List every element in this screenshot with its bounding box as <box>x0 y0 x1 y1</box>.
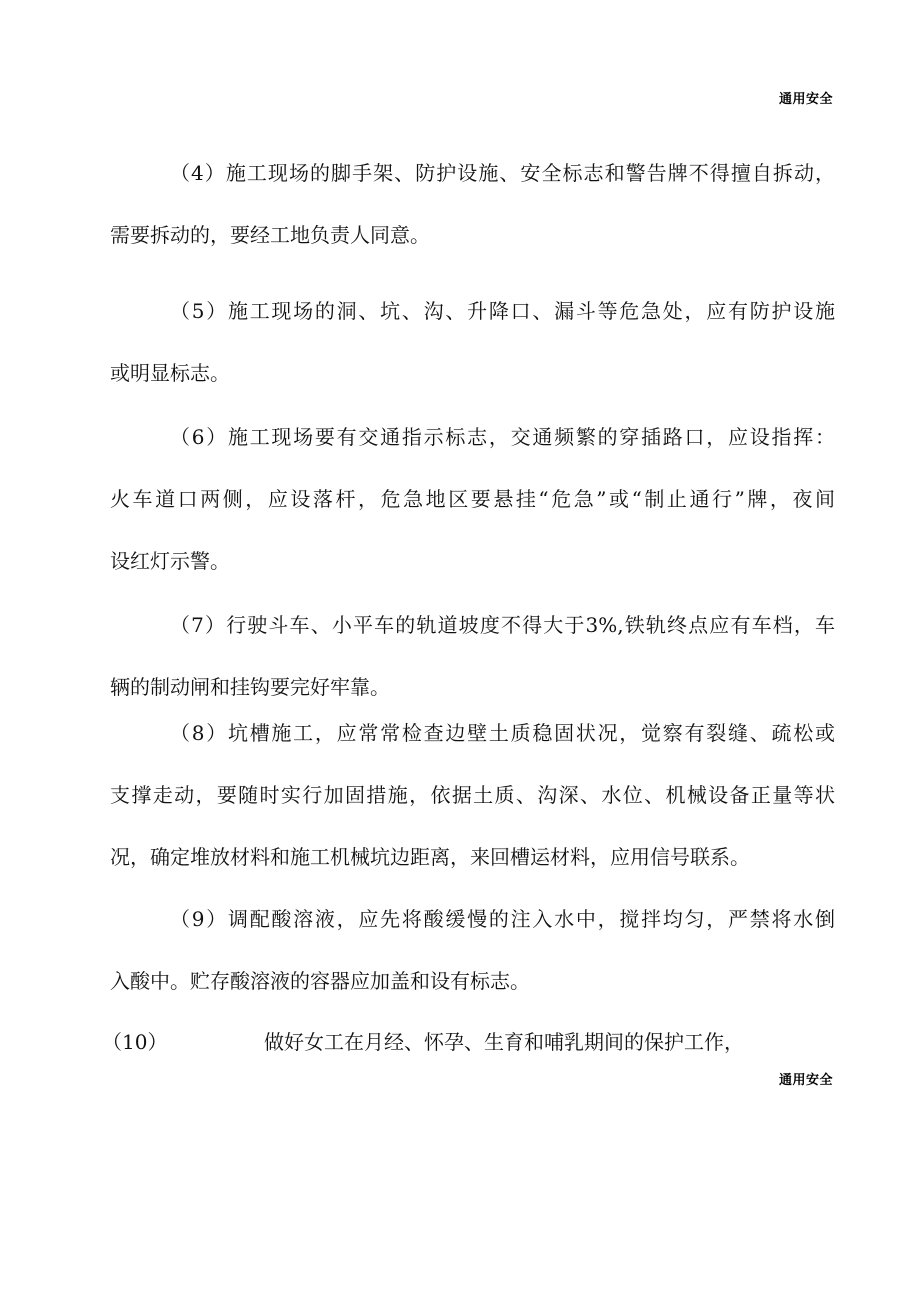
paragraph-line: （9）调配酸溶液，应先将酸缓慢的注入水中，搅拌均匀，严禁将水倒 <box>170 907 835 931</box>
paragraph-line: 辆的制动闸和挂钩要完好牢靠。 <box>110 675 390 699</box>
paragraph-item-5 <box>110 280 835 404</box>
paragraph-line: （6）施工现场要有交通指示标志，交通频繁的穿插路口，应设指挥： <box>170 425 835 449</box>
paragraph-line: 况，确定堆放材料和施工机械坑边距离，来回槽运材料，应用信号联系。 <box>110 845 750 869</box>
paragraph-line: 入酸中。贮存酸溶液的容器应加盖和设有标志。 <box>110 969 530 993</box>
paragraph-item-4 <box>110 142 835 266</box>
paragraph-line: （5）施工现场的洞、坑、沟、升降口、漏斗等危急处，应有防护设施 <box>170 299 835 323</box>
page-header-label: 通用安全 <box>778 92 833 107</box>
paragraph-line: （8）坑槽施工，应常常检查边壁土质稳固状况，觉察有裂缝、疏松或 <box>170 721 835 745</box>
paragraph-line: （4）施工现场的脚手架、防护设施、安全标志和警告牌不得擅自拆动， <box>170 161 835 185</box>
paragraph-line: 设红灯示警。 <box>110 549 230 573</box>
paragraph-item-8 <box>110 702 835 888</box>
paragraph-item-6 <box>110 406 835 592</box>
paragraph-line: 需要拆动的，要经工地负责人同意。 <box>110 223 430 247</box>
page-header-label: 通用安全 <box>778 1073 833 1088</box>
paragraph-item-9 <box>110 888 835 1012</box>
item-text: 做好女工在月经、怀孕、生育和哺乳期间的保护工作， <box>264 1030 744 1054</box>
paragraph-item-7 <box>110 594 835 718</box>
paragraph-line: （7）行驶斗车、小平车的轨道坡度不得大于3%,铁轨终点应有车档，车 <box>170 613 835 637</box>
item-number: （10） <box>102 1030 168 1054</box>
paragraph-line: 火车道口两侧，应设落杆，危急地区要悬挂“危急”或“制止通行”牌，夜间 <box>110 487 835 511</box>
paragraph-item-10 <box>102 1011 842 1073</box>
paragraph-line: 支撑走动，要随时实行加固措施，依据土质、沟深、水位、机械设备正量等状 <box>110 783 835 807</box>
paragraph-line: 或明显标志。 <box>110 361 230 385</box>
